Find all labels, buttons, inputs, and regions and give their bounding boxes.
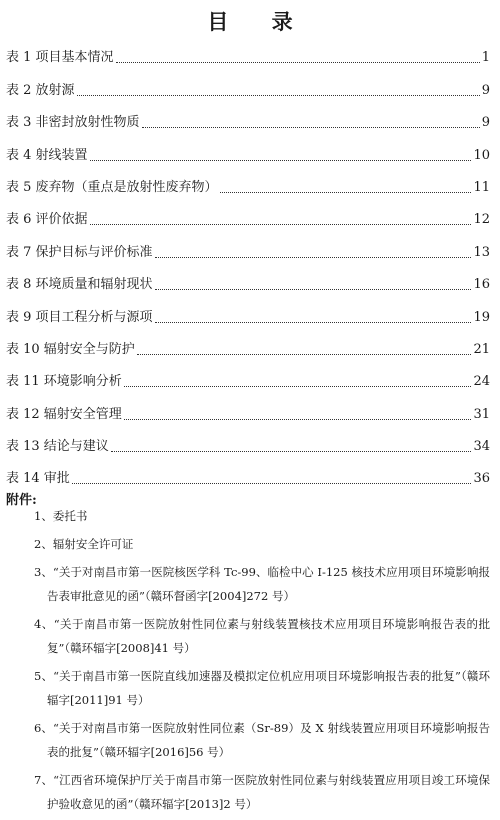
toc-entry[interactable] (6, 423, 490, 455)
attachments-heading: 附件: (6, 493, 37, 508)
toc-entry[interactable] (6, 326, 490, 358)
toc-entry-label: 表 1 项目基本情况 (6, 50, 114, 66)
toc-entry-label: 表 7 保护目标与评价标准 (6, 244, 153, 260)
toc-entry-label: 表 6 评价依据 (6, 212, 88, 228)
toc-entry-label: 表 13 结论与建议 (6, 439, 109, 455)
toc-entry[interactable] (6, 164, 490, 196)
table-of-contents (6, 34, 490, 487)
attachment-item: 7、“江西省环境保护厅关于南昌市第一医院放射性同位素与射线装置应用项目竣工环境保护验收意见的函”（赣环辐字[2013]2 号） (34, 773, 490, 811)
toc-entry-page: 11 (473, 179, 490, 195)
toc-entry-label: 表 10 辐射安全与防护 (6, 341, 135, 357)
toc-entry[interactable] (6, 293, 490, 325)
dot-leader (72, 483, 472, 484)
toc-entry-page: 31 (473, 406, 490, 422)
toc-entry-page: 9 (481, 115, 490, 131)
toc-entry[interactable] (6, 131, 490, 163)
toc-entry[interactable] (6, 390, 490, 422)
toc-entry-page: 10 (473, 147, 490, 163)
toc-entry-label: 表 4 射线装置 (6, 147, 88, 163)
attachment-item: 6、“关于对南昌市第一医院放射性同位素（Sr-89）及 X 射线装置应用项目环境影响报告表的批复”（赣环辐字[2016]56 号） (34, 721, 490, 759)
dot-leader (220, 192, 472, 193)
toc-entry-label: 表 14 审批 (6, 471, 70, 487)
toc-entry-label: 表 3 非密封放射性物质 (6, 115, 140, 131)
toc-entry-page: 1 (481, 50, 490, 66)
toc-entry-page: 19 (473, 309, 490, 325)
toc-entry-page: 16 (473, 277, 490, 293)
toc-entry-page: 21 (473, 341, 490, 357)
toc-entry[interactable] (6, 34, 490, 66)
toc-entry-page: 9 (481, 82, 490, 98)
toc-entry-page: 13 (473, 244, 490, 260)
toc-entry-label: 表 12 辐射安全管理 (6, 406, 122, 422)
dot-leader (155, 257, 472, 258)
toc-entry-page: 12 (473, 212, 490, 228)
attachments-list (6, 504, 490, 820)
toc-entry-label: 表 11 环境影响分析 (6, 374, 122, 390)
page-title: 目 录 (207, 9, 311, 34)
toc-entry[interactable] (6, 358, 490, 390)
toc-entry[interactable] (6, 261, 490, 293)
dot-leader (124, 419, 472, 420)
toc-entry[interactable] (6, 196, 490, 228)
attachment-item: 3、“关于对南昌市第一医院核医学科 Tc-99、临检中心 I-125 核技术应用项目环境影响报告表审批意见的函”（赣环督函字[2004]272 号） (34, 565, 490, 603)
toc-entry[interactable] (6, 228, 490, 260)
dot-leader (90, 160, 472, 161)
toc-entry-page: 34 (473, 439, 490, 455)
toc-entry-page: 36 (473, 471, 490, 487)
attachment-item: 5、“关于南昌市第一医院直线加速器及模拟定位机应用项目环境影响报告表的批复”（赣环辐字[2011]91 号） (34, 669, 490, 707)
toc-entry[interactable] (6, 455, 490, 487)
toc-entry-label: 表 2 放射源 (6, 82, 75, 98)
dot-leader (155, 322, 472, 323)
toc-entry-page: 24 (473, 374, 490, 390)
dot-leader (90, 224, 472, 225)
toc-entry[interactable] (6, 66, 490, 98)
toc-entry[interactable] (6, 99, 490, 131)
dot-leader (116, 62, 480, 63)
toc-entry-label: 表 5 废弃物（重点是放射性废弃物） (6, 179, 218, 195)
attachment-item: 1、委托书 (34, 509, 88, 523)
attachment-item: 4、“关于南昌市第一医院放射性同位素与射线装置核技术应用项目环境影响报告表的批复”（赣环辐字[2008]41 号） (34, 617, 490, 655)
dot-leader (155, 289, 472, 290)
dot-leader (142, 127, 480, 128)
attachment-item: 2、辐射安全许可证 (34, 537, 134, 551)
dot-leader (137, 354, 472, 355)
toc-entry-label: 表 9 项目工程分析与源项 (6, 309, 153, 325)
dot-leader (77, 95, 480, 96)
toc-entry-label: 表 8 环境质量和辐射现状 (6, 277, 153, 293)
dot-leader (111, 451, 472, 452)
dot-leader (124, 386, 472, 387)
